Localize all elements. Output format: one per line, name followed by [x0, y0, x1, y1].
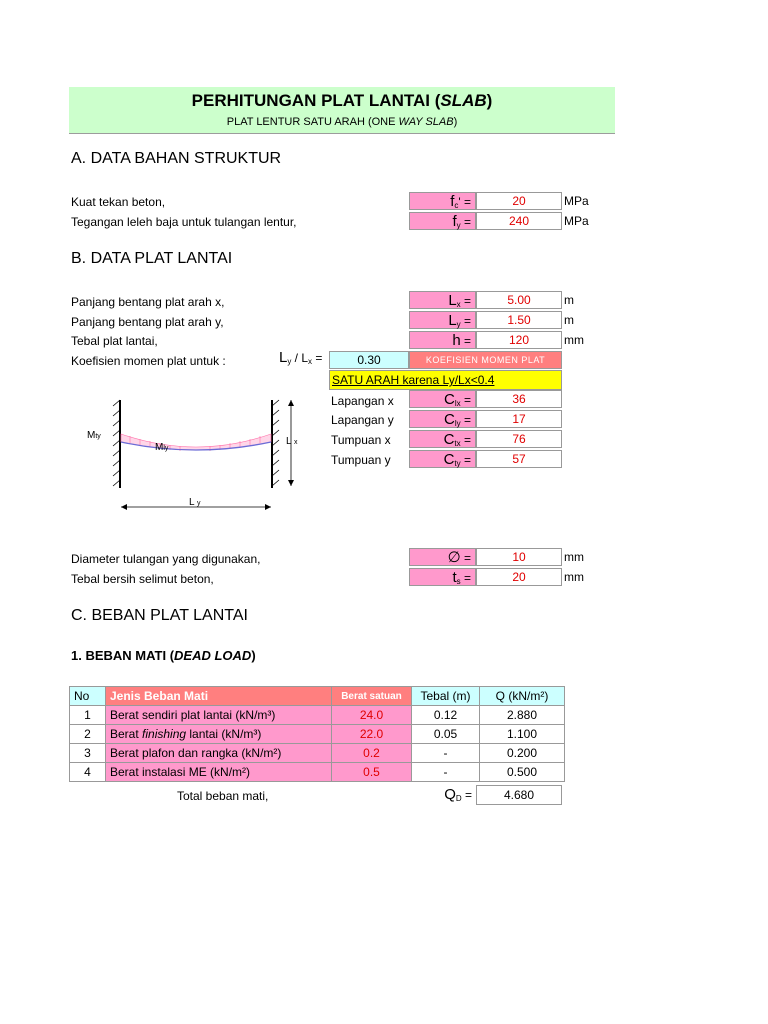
table-row [70, 744, 565, 763]
cover-symbol: ts = [409, 568, 476, 586]
section-a-title: A. DATA BAHAN STRUKTUR [71, 150, 282, 167]
fc-label: Kuat tekan beton, [71, 195, 166, 209]
row-q: 0.200 [480, 744, 565, 763]
fy-value[interactable]: 240 [476, 212, 562, 230]
clx-value[interactable]: 36 [476, 390, 562, 408]
lx-symbol: Lx = [409, 291, 476, 309]
table-header-row [70, 687, 565, 706]
row-tebal: 0.12 [412, 706, 480, 725]
h-label: Tebal plat lantai, [71, 334, 158, 348]
section-c-title: C. BEBAN PLAT LANTAI [71, 607, 248, 624]
row-berat[interactable]: 22.0 [332, 725, 412, 744]
fc-unit: MPa [564, 194, 589, 208]
h-value[interactable]: 120 [476, 331, 562, 349]
row-tebal: - [412, 744, 480, 763]
fc-symbol: fc' = [409, 192, 476, 210]
total-symbol: QD = [444, 786, 472, 803]
row-berat[interactable]: 0.5 [332, 763, 412, 782]
row-no: 1 [70, 706, 106, 725]
cly-symbol: Cly = [409, 410, 476, 428]
lx-diagram-label: L x [286, 436, 298, 447]
diameter-label: Diameter tulangan yang digunakan, [71, 552, 261, 566]
table-row [70, 725, 565, 744]
fc-value[interactable]: 20 [476, 192, 562, 210]
diameter-unit: mm [564, 550, 584, 564]
ratio-value[interactable]: 0.30 [329, 351, 409, 369]
col-tebal: Tebal (m) [412, 687, 480, 706]
cty-symbol: Cty = [409, 450, 476, 468]
diameter-value[interactable]: 10 [476, 548, 562, 566]
koef-label: Koefisien momen plat untuk : [71, 354, 226, 368]
col-berat: Berat satuan [332, 687, 412, 706]
row-no: 3 [70, 744, 106, 763]
ly-diagram-label: L y [189, 497, 201, 508]
moment-area [121, 434, 271, 450]
row-q: 2.880 [480, 706, 565, 725]
lx-arrow-top [288, 400, 294, 406]
slab-type-note: SATU ARAH karena Ly/Lx<0.4 [329, 370, 562, 390]
dead-load-title: 1. BEBAN MATI (DEAD LOAD) [71, 648, 256, 663]
ctx-value[interactable]: 76 [476, 430, 562, 448]
row-no: 2 [70, 725, 106, 744]
table-row [70, 706, 565, 725]
row-q: 0.500 [480, 763, 565, 782]
h-unit: mm [564, 333, 584, 347]
cty-label: Tumpuan y [331, 453, 391, 467]
clx-label: Lapangan x [331, 394, 394, 408]
koef-header: KOEFISIEN MOMEN PLAT [409, 351, 562, 369]
row-jenis: Berat instalasi ME (kN/m²) [106, 763, 332, 782]
total-value: 4.680 [476, 785, 562, 805]
clx-symbol: Clx = [409, 390, 476, 408]
col-no: No [70, 687, 106, 706]
page-title: PERHITUNGAN PLAT LANTAI (SLAB) [191, 91, 493, 110]
ly-unit: m [564, 313, 574, 327]
cly-label: Lapangan y [331, 413, 394, 427]
page-subtitle: PLAT LENTUR SATU ARAH (ONE WAY SLAB) [226, 116, 458, 128]
header-banner [69, 87, 615, 134]
row-no: 4 [70, 763, 106, 782]
lx-arrow-bottom [288, 480, 294, 486]
row-jenis: Berat sendiri plat lantai (kN/m³) [106, 706, 332, 725]
col-q: Q (kN/m²) [480, 687, 565, 706]
row-jenis: Berat finishing lantai (kN/m³) [106, 725, 332, 744]
left-support-hatch [113, 400, 120, 486]
diameter-symbol: ∅ = [409, 548, 476, 566]
ly-symbol: Ly = [409, 311, 476, 329]
dead-load-table [69, 686, 565, 782]
row-tebal: 0.05 [412, 725, 480, 744]
lx-label: Panjang bentang plat arah x, [71, 295, 225, 309]
col-jenis: Jenis Beban Mati [106, 687, 332, 706]
cover-label: Tebal bersih selimut beton, [71, 572, 214, 586]
fy-unit: MPa [564, 214, 589, 228]
table-row [70, 763, 565, 782]
cover-value[interactable]: 20 [476, 568, 562, 586]
row-berat[interactable]: 24.0 [332, 706, 412, 725]
ly-value[interactable]: 1.50 [476, 311, 562, 329]
cly-value[interactable]: 17 [476, 410, 562, 428]
fy-label: Tegangan leleh baja untuk tulangan lentur, [71, 215, 297, 229]
mty-label: Mty [87, 430, 101, 441]
row-jenis: Berat plafon dan rangka (kN/m²) [106, 744, 332, 763]
ly-arrow-right [265, 504, 271, 510]
ctx-symbol: Ctx = [409, 430, 476, 448]
section-b-title: B. DATA PLAT LANTAI [71, 250, 233, 267]
cover-unit: mm [564, 570, 584, 584]
mly-label: Mly [155, 442, 169, 453]
cty-value[interactable]: 57 [476, 450, 562, 468]
right-support-hatch [272, 400, 279, 486]
ly-label: Panjang bentang plat arah y, [71, 315, 224, 329]
row-berat[interactable]: 0.2 [332, 744, 412, 763]
fy-symbol: fy = [409, 212, 476, 230]
ratio-label: Ly / Lx = [279, 349, 323, 366]
ly-arrow-left [121, 504, 127, 510]
lx-value[interactable]: 5.00 [476, 291, 562, 309]
lx-unit: m [564, 293, 574, 307]
total-label: Total beban mati, [177, 789, 269, 803]
ctx-label: Tumpuan x [331, 433, 391, 447]
h-symbol: h = [409, 331, 476, 349]
row-tebal: - [412, 763, 480, 782]
row-q: 1.100 [480, 725, 565, 744]
